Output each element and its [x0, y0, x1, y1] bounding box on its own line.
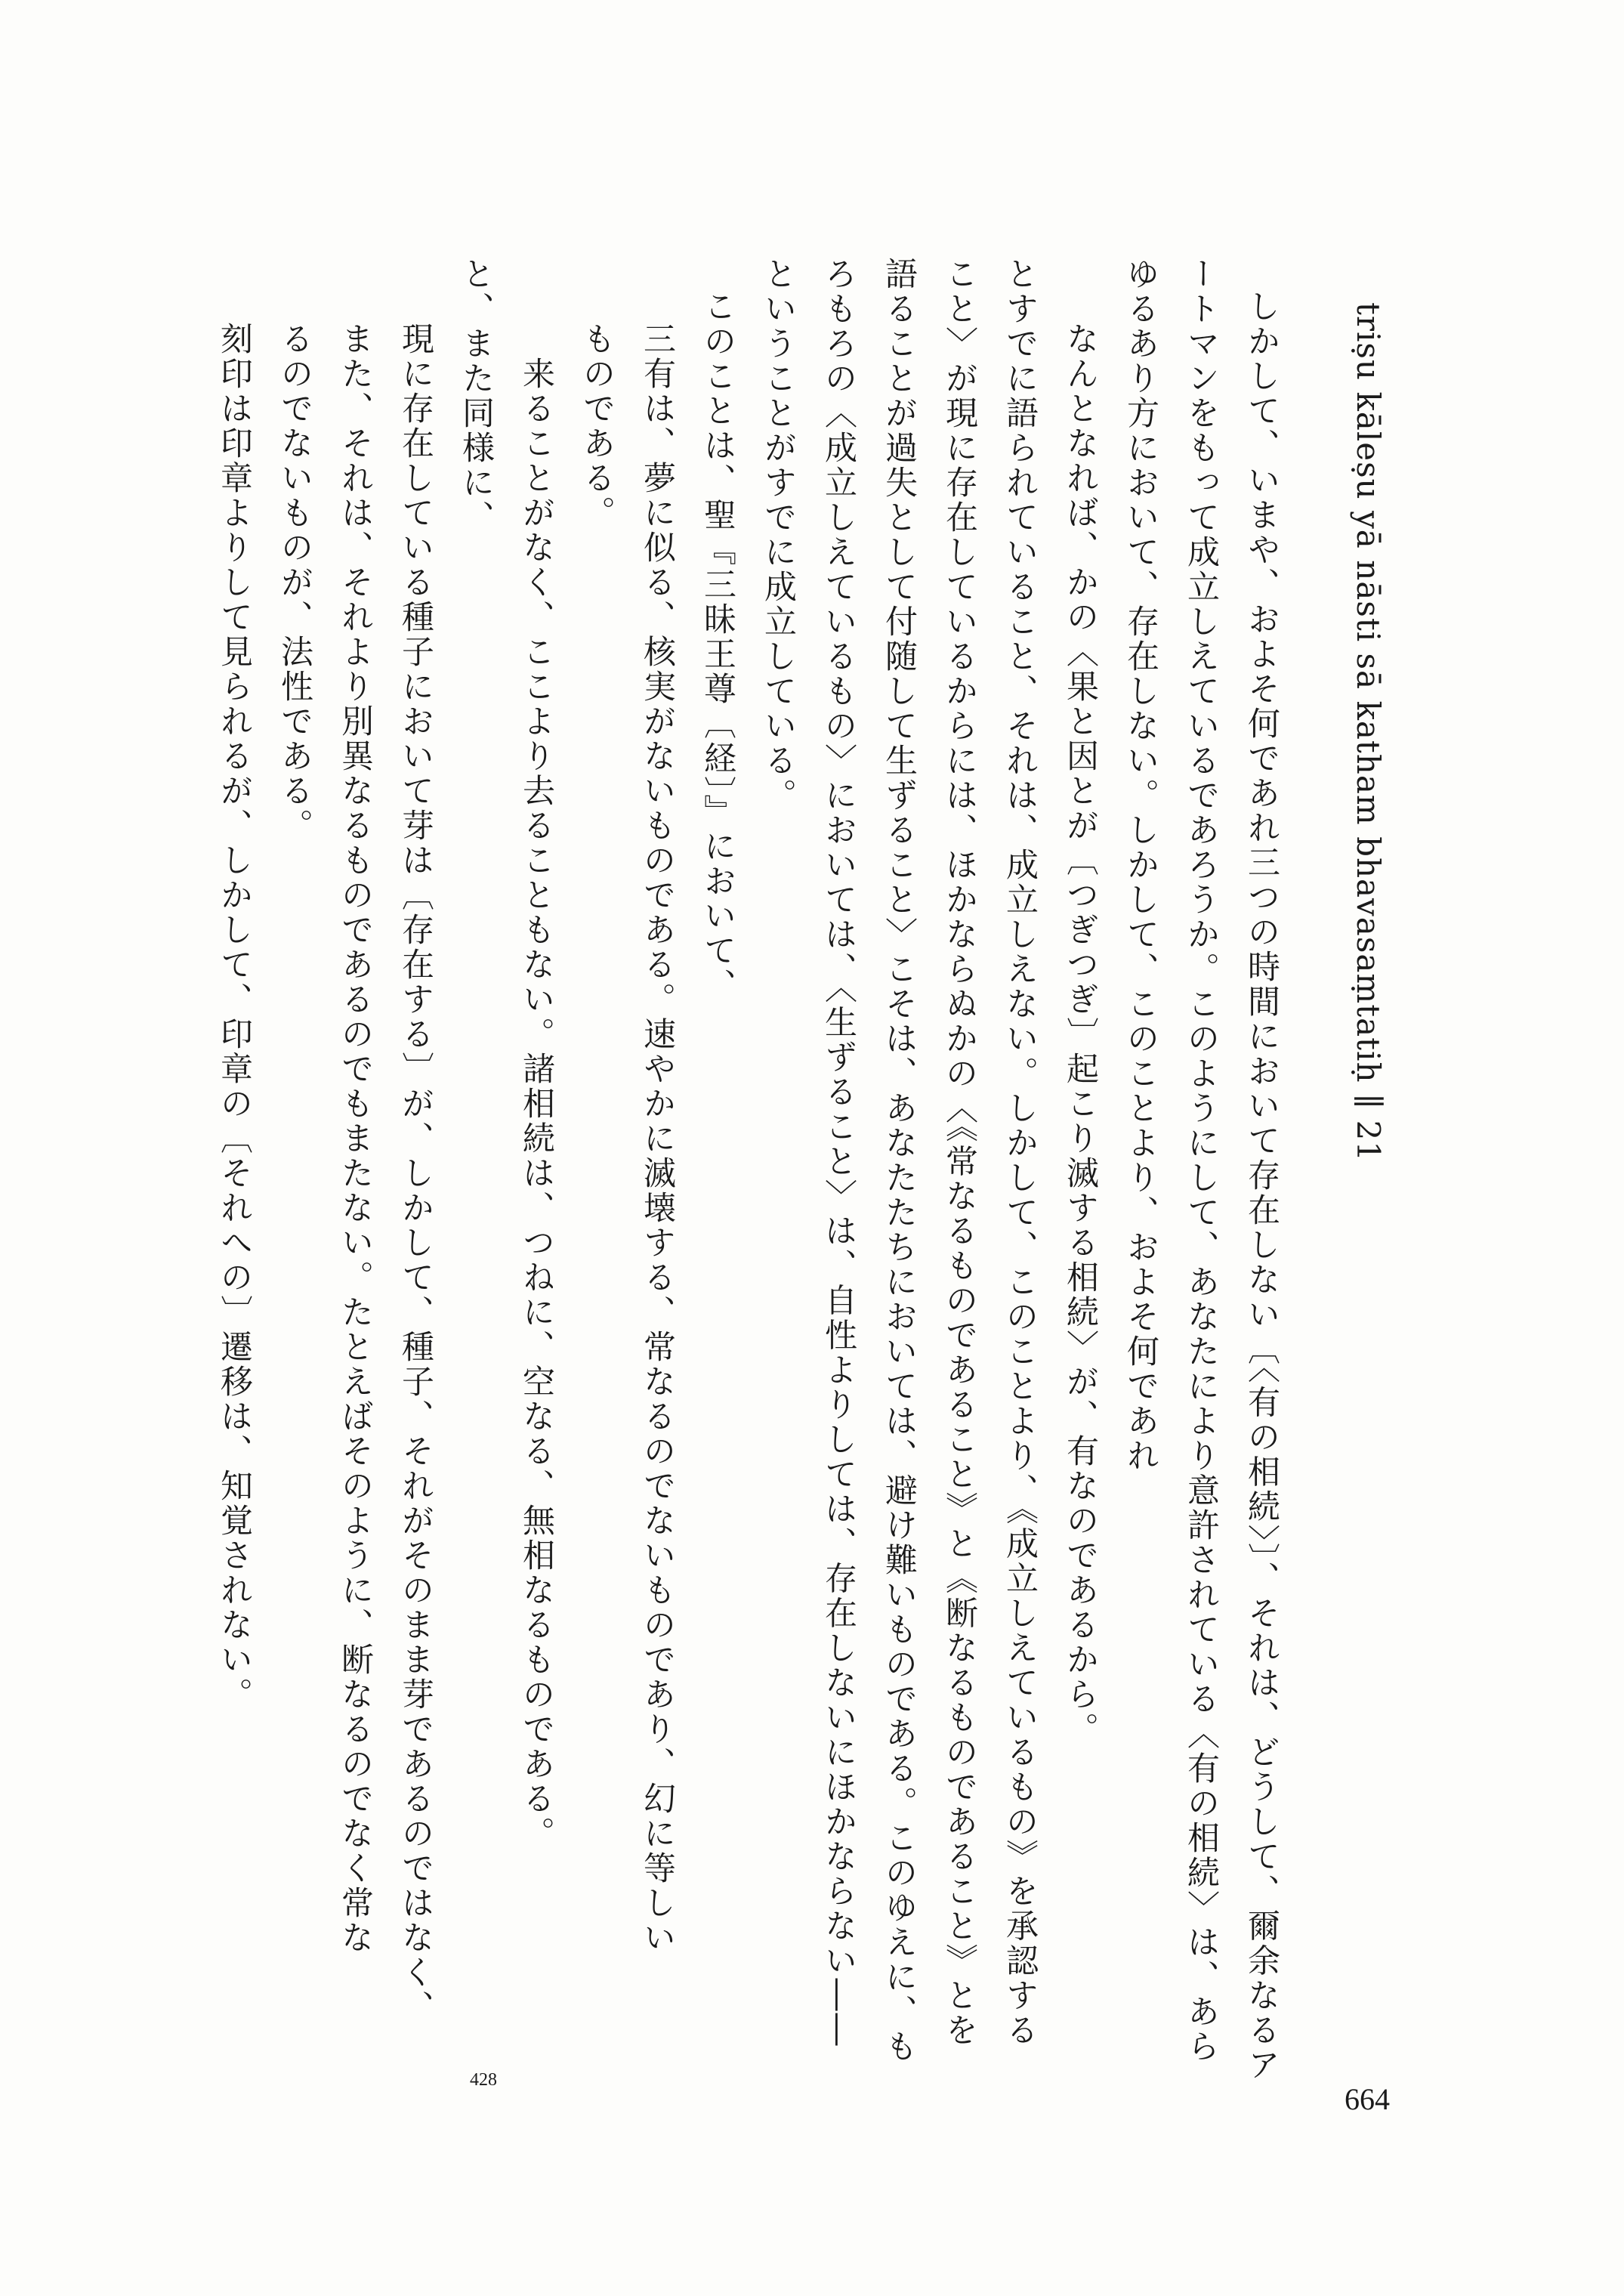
- quote-line: 来ることがなく、ここより去ることもない。諸相続は、つねに、空なる、無相なるものである。: [517, 357, 555, 1851]
- text-line: と、また同様に、: [457, 257, 495, 535]
- text-line: しかして、いまや、およそ何であれ三つの時間において存在しない〔〈有の相続〉〕、それは、どうして、爾余なるア: [1243, 289, 1280, 2083]
- text-line: ゆるあり方において、存在しない。しかして、このことより、およそ何であれ: [1122, 257, 1159, 1473]
- body-text: [181, 257, 1292, 2100]
- quote-line: 三有は、夢に似る、核実がないものである。速やかに滅壊する、常なるのでないものであり、幻に等しい: [638, 322, 676, 1955]
- text-line: 語ることが過失として付随して生ずること〉こそは、あなたたちにおいては、避け難いものである。このゆえに、も: [880, 257, 918, 2064]
- text-line: とすでに語られていること、それは、成立しえない。しかして、このことより、《成立しえているもの》を承認する: [1001, 257, 1039, 2048]
- text-line: こと〉が現に存在しているからには、ほかならぬかの〈《常なるものであること》と《断なるものであること》とを: [940, 257, 978, 2048]
- quote-line: ものである。: [578, 322, 616, 530]
- text-line: このことは、聖『三昧王尊〔経〕』において、: [699, 289, 736, 1003]
- page-number: 664: [1345, 2082, 1390, 2116]
- running-head: triṣu kāleṣu yā nāsti sā katham bhavasaṃtatiḥ ∥ 21: [1350, 302, 1387, 1163]
- text-line: ろもろの〈成立しえているもの〉においては、〈生ずること〉は、自性よりしては、存在しないにほかならない――: [820, 257, 857, 2048]
- text-line: ということがすでに成立している。: [759, 257, 797, 813]
- quote-line: るのでないものが、法性である。: [276, 322, 313, 843]
- quote-line: 現に存在している種子において芽は〔存在する〕が、しかして、種子、それがそのまま芽であるのではなく、: [397, 322, 434, 2025]
- folio-number: 428: [470, 2070, 497, 2090]
- quote-line: 刻印は印章よりして見られるが、しかして、印章の〔それへの〕遷移は、知覚されない。: [215, 322, 253, 1712]
- quote-line: また、それは、それより別異なるものであるのでもまたない。たとえばそのように、断なるのでなく常な: [336, 322, 374, 1955]
- text-line: なんとなれば、かの〈果と因とが〔つぎつぎ〕起こり滅する相続〉が、有なのであるから。: [1061, 322, 1099, 1747]
- text-line: ートマンをもって成立しえているであろうか。このようにして、あなたにより意許されている〈有の相続〉は、あら: [1182, 257, 1220, 2064]
